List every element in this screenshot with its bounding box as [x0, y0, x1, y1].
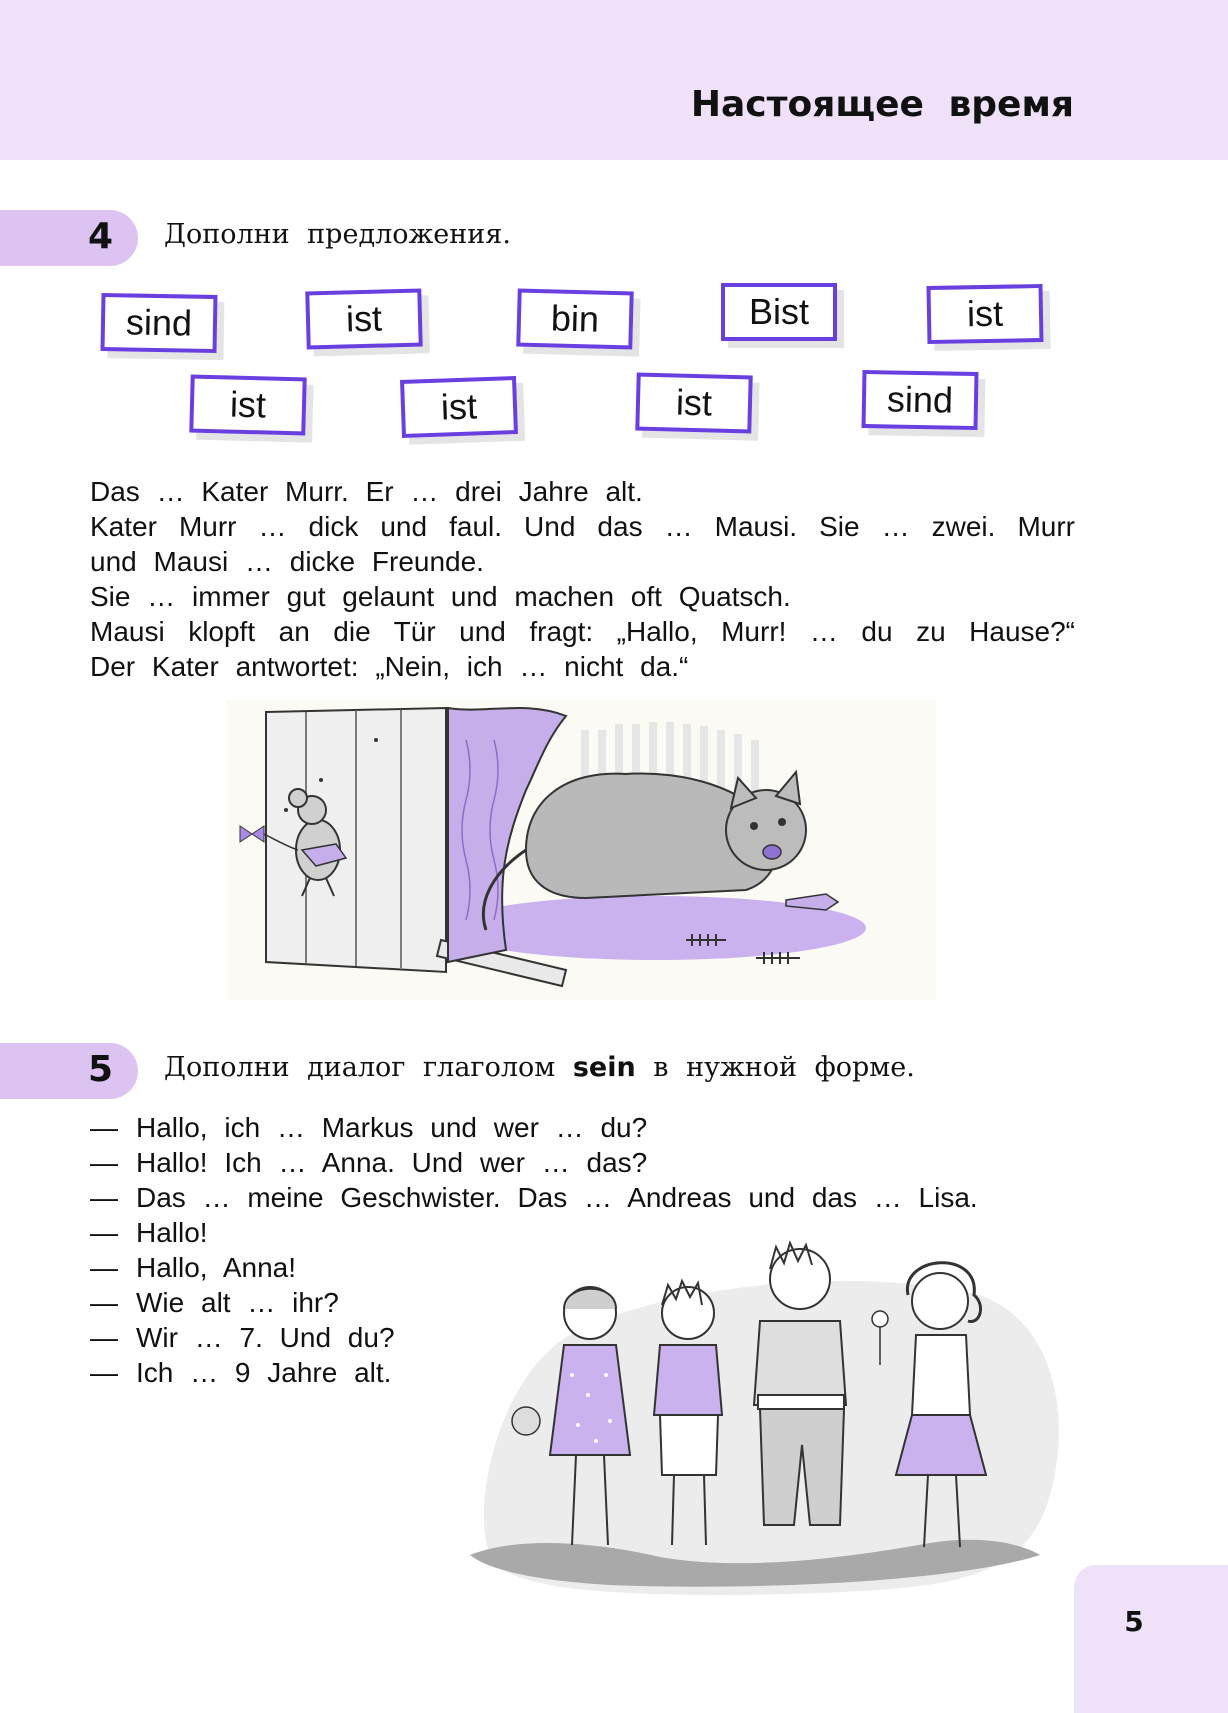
dialog-line [90, 1180, 978, 1215]
text-line: Der Kater antwortet: „Nein, ich … nicht da.“ [90, 651, 689, 682]
instruction-verb: sein [572, 1052, 636, 1083]
instruction-text: в нужной форме. [653, 1052, 915, 1083]
text-line: Kater Murr … dick und faul. Und das … Mausi. Sie … zwei. Murr [90, 511, 1075, 542]
word-card[interactable]: ist [635, 372, 752, 433]
word-card[interactable]: Bist [721, 283, 837, 341]
dialog-text: Hallo, Anna! [136, 1252, 296, 1283]
dialog-dash: — [90, 1252, 118, 1283]
word-card[interactable]: bin [516, 288, 633, 349]
text-line: und Mausi … dicke Freunde. [90, 546, 484, 577]
word-card[interactable]: ist [189, 374, 306, 435]
instruction-text: Дополни диалог глаголом [164, 1052, 556, 1083]
dialog-text: Hallo! Ich … Anna. Und wer … das? [136, 1147, 648, 1178]
word-card[interactable]: sind [101, 293, 218, 353]
dialog-dash: — [90, 1147, 118, 1178]
dialog-text: Das … meine Geschwister. Das … Andreas und das … Lisa. [136, 1182, 978, 1213]
exercise-5-number: 5 [88, 1049, 114, 1090]
exercise-4-tab [0, 210, 138, 266]
exercise-5-instruction [164, 1052, 915, 1083]
exercise-4-instruction: Дополни предложения. [164, 219, 511, 250]
dialog-text: Wir … 7. Und du? [136, 1322, 395, 1353]
text-line: Mausi klopft an die Tür und fragt: „Hallo, Murr! … du zu Hause?“ [90, 616, 1075, 647]
dialog-dash: — [90, 1287, 118, 1318]
dialog-dash: — [90, 1112, 118, 1143]
cat-mouse-illustration [226, 700, 936, 1000]
dialog-text: Hallo, ich … Markus und wer … du? [136, 1112, 648, 1143]
text-line: Das … Kater Murr. Er … drei Jahre alt. [90, 476, 643, 507]
dialog-text: Hallo! [136, 1217, 208, 1248]
page-number: 5 [1124, 1605, 1144, 1638]
word-card[interactable]: ist [400, 376, 518, 438]
text-line: Sie … immer gut gelaunt und machen oft Quatsch. [90, 581, 791, 612]
page-number-tab [1074, 1565, 1228, 1713]
dialog-dash: — [90, 1217, 118, 1248]
dialog-dash: — [90, 1322, 118, 1353]
exercise-5-tab [0, 1043, 138, 1099]
dialog-line [90, 1145, 978, 1180]
word-card[interactable]: ist [927, 284, 1044, 344]
dialog-text: Wie alt … ihr? [136, 1287, 339, 1318]
children-illustration [460, 1225, 1080, 1605]
exercise-4-number: 4 [88, 216, 114, 257]
dialog-dash: — [90, 1357, 118, 1388]
dialog-dash: — [90, 1182, 118, 1213]
word-card[interactable]: sind [862, 370, 979, 430]
word-card[interactable]: ist [305, 288, 422, 349]
exercise-4-text [90, 474, 1075, 684]
dialog-line [90, 1110, 978, 1145]
dialog-text: Ich … 9 Jahre alt. [136, 1357, 392, 1388]
section-title: Настоящее время [690, 84, 1074, 125]
header-band [0, 0, 1228, 160]
